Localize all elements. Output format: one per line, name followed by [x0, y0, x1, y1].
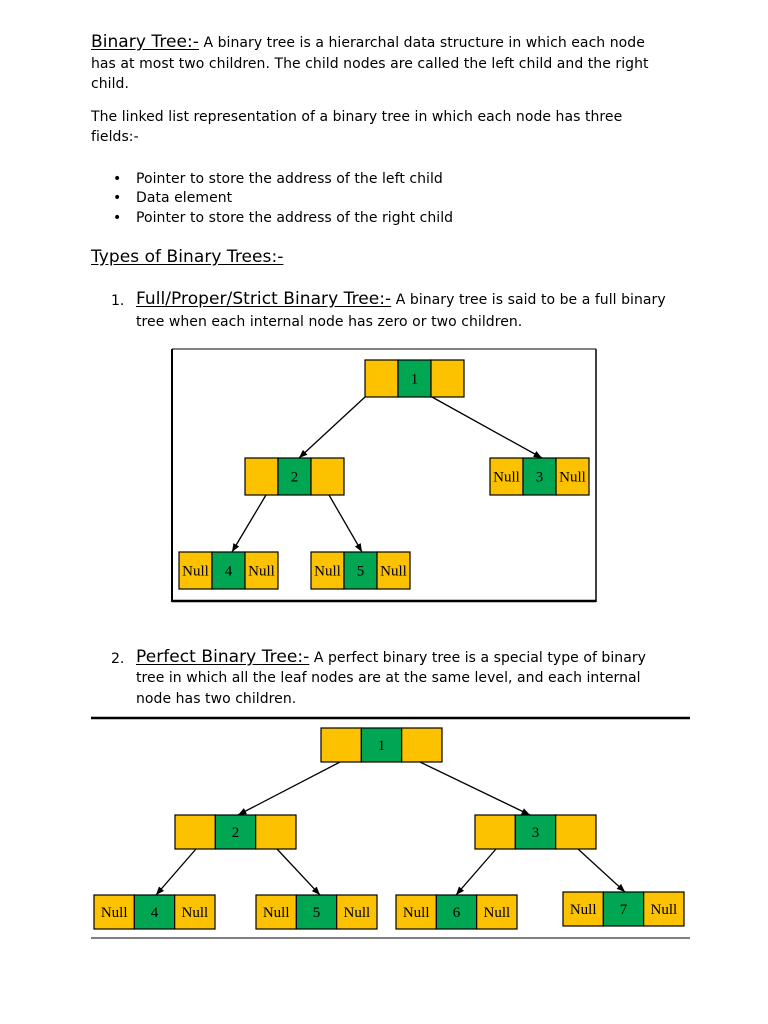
types-heading: Types of Binary Trees:-: [91, 247, 284, 267]
tree-edge-arrow: [156, 849, 196, 895]
bullet-dot: •: [113, 190, 122, 206]
right-pointer-cell: [402, 728, 442, 762]
type2-line-3: node has two children.: [136, 691, 297, 707]
linked-line-2: fields:-: [91, 129, 139, 145]
type1-line-2: tree when each internal node has zero or two children.: [136, 314, 523, 330]
right-pointer-cell-label: Null: [559, 469, 586, 486]
right-pointer-cell-label: Null: [343, 905, 371, 921]
tree-edge-arrow: [578, 849, 625, 892]
bullet-dot: •: [113, 171, 122, 187]
left-pointer-cell-label: Null: [569, 902, 597, 918]
tree-node: [94, 895, 215, 929]
right-pointer-cell-label: Null: [650, 902, 678, 918]
data-cell-label: 5: [356, 563, 365, 580]
tree-edge-arrow: [277, 849, 320, 895]
left-pointer-cell-label: Null: [262, 905, 290, 921]
tree-node: [563, 892, 684, 926]
binary-tree-heading: Binary Tree:-: [91, 32, 199, 52]
right-pointer-cell-label: Null: [181, 905, 209, 921]
type1-heading: Full/Proper/Strict Binary Tree:-: [136, 289, 392, 309]
right-pointer-cell-label: Null: [483, 905, 511, 921]
intro-line-2: has at most two children. The child nodes are called the left child and the right: [91, 56, 649, 72]
tree-node: [475, 815, 596, 849]
right-pointer-cell: [556, 815, 596, 849]
tree-edge-arrow: [456, 849, 496, 895]
data-cell-label: 1: [377, 738, 386, 754]
tree-node: [396, 895, 517, 929]
right-pointer-cell: [256, 815, 296, 849]
type2-text-1: A perfect binary tree is a special type of binary: [313, 650, 646, 666]
left-pointer-cell: [175, 815, 215, 849]
data-cell-label: 3: [535, 469, 544, 486]
bullet-item: Data element: [136, 190, 233, 206]
left-pointer-cell-label: Null: [402, 905, 430, 921]
bullet-item: Pointer to store the address of the left child: [136, 171, 443, 187]
data-cell-label: 6: [452, 905, 461, 921]
intro-text-1: A binary tree is a hierarchal data structure in which each node: [203, 35, 645, 51]
type2-number: 2.: [111, 651, 125, 667]
tree-edge-arrow: [238, 762, 340, 815]
data-cell-label: 7: [619, 902, 628, 918]
left-pointer-cell: [321, 728, 361, 762]
data-cell-label: 3: [531, 825, 540, 841]
type2-line-2: tree in which all the leaf nodes are at the same level, and each internal: [136, 670, 641, 686]
tree-node: [321, 728, 442, 762]
left-pointer-cell: [475, 815, 515, 849]
data-cell-label: 4: [224, 563, 233, 580]
left-pointer-cell-label: Null: [100, 905, 128, 921]
right-pointer-cell-label: Null: [380, 563, 407, 580]
type1-text-1: A binary tree is said to be a full binary: [395, 292, 666, 308]
left-pointer-cell-label: Null: [493, 469, 520, 486]
data-cell-label: 4: [150, 905, 159, 921]
data-cell-label: 2: [290, 469, 299, 486]
data-cell-label: 1: [410, 371, 419, 388]
type2-heading: Perfect Binary Tree:-: [136, 647, 310, 667]
tree-node: [256, 895, 377, 929]
intro-line-3: child.: [91, 76, 129, 92]
bullet-dot: •: [113, 210, 122, 226]
right-pointer-cell-label: Null: [248, 563, 275, 580]
data-cell-label: 5: [312, 905, 321, 921]
bullet-item: Pointer to store the address of the right child: [136, 210, 454, 226]
type1-number: 1.: [111, 293, 125, 309]
linked-line-1: The linked list representation of a binary tree in which each node has three: [91, 109, 623, 125]
data-cell-label: 2: [231, 825, 240, 841]
tree-edge-arrow: [420, 762, 530, 815]
tree-node: [175, 815, 296, 849]
left-pointer-cell-label: Null: [182, 563, 209, 580]
left-pointer-cell-label: Null: [314, 563, 341, 580]
